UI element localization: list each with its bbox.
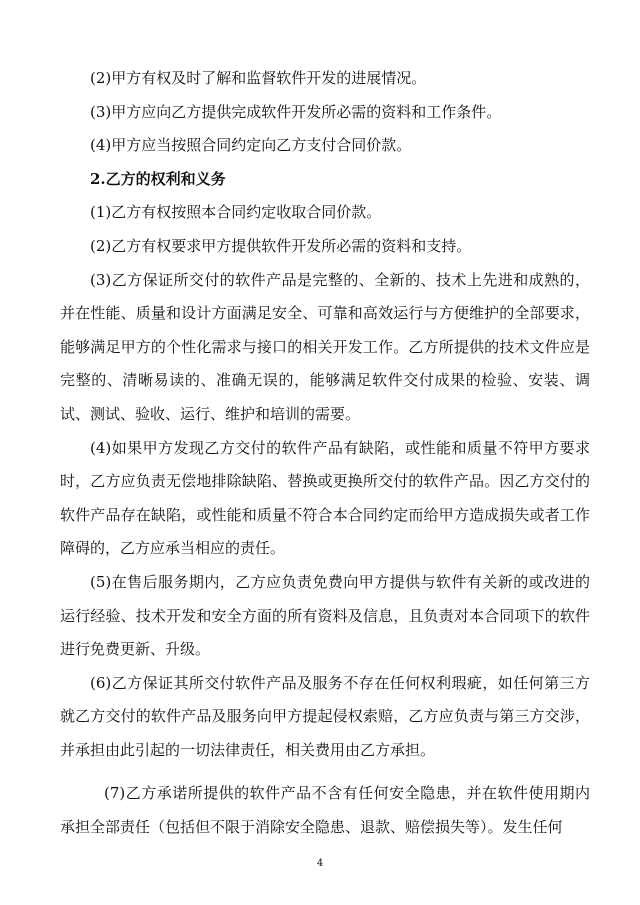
paragraph-party-b-2: (2)乙方有权要求甲方提供软件开发所必需的资料和支持。 (90, 236, 472, 255)
section-heading-party-b: 2.乙方的权利和义务 (90, 169, 226, 188)
paragraph-party-b-6: (6)乙方保证其所交付软件产品及服务不存在任何权利瑕疵，如任何第三方就乙方交付的软件产品及服务向甲方提起侵权索赔，乙方应负责与第三方交涉，并承担由此引起的一切法律责任，相关费用由乙方承担。 (60, 673, 590, 759)
contract-text (60, 62, 590, 845)
paragraph-party-a-right-2: (2)甲方有权及时了解和监督软件开发的进展情况。 (90, 69, 427, 87)
paragraph-party-a-duty-4: (4)甲方应当按照合同约定向乙方支付合同价款。 (90, 136, 412, 155)
paragraph-party-b-4: (4)如果甲方发现乙方交付的软件产品有缺陷，或性能和质量不符甲方要求时，乙方应负责无偿地排除缺陷、替换或更换所交付的软件产品。因乙方交付的软件产品存在缺陷，或性能和质量不符合本合同约定而给甲方造成损失或者工作障碍的，乙方应承当相应的责任。 (60, 438, 590, 558)
paragraph-party-b-5: (5)在售后服务期内，乙方应负责免费向甲方提供与软件有关新的或改进的运行经验、技术开发和安全方面的所有资料及信息，且负责对本合同项下的软件进行免费更新、升级。 (60, 572, 590, 659)
page-number: 4 (316, 858, 324, 869)
paragraph-party-b-1: (1)乙方有权按照本合同约定收取合同价款。 (90, 203, 382, 222)
paragraph-party-b-7: (7)乙方承诺所提供的软件产品不含有任何安全隐患，并在软件使用期内承担全部责任（包括但不限于消除安全隐患、退款、赔偿损失等）。发生任何 (60, 784, 590, 837)
paragraph-party-b-3: (3)乙方保证所交付的软件产品是完整的、全新的、技术上先进和成熟的，并在性能、质量和设计方面满足安全、可靠和高效运行与方便维护的全部要求，能够满足甲方的个性化需求与接口的相关开发工作。乙方所提供的技术文件应是完整的、清晰易读的、准确无误的，能够满足软件交付成果的检验、安装、调试、测试、验收、运行、维护和培训的需要。 (60, 270, 590, 423)
paragraph-party-a-duty-3: (3)甲方应向乙方提供完成软件开发所必需的资料和工作条件。 (90, 102, 502, 121)
